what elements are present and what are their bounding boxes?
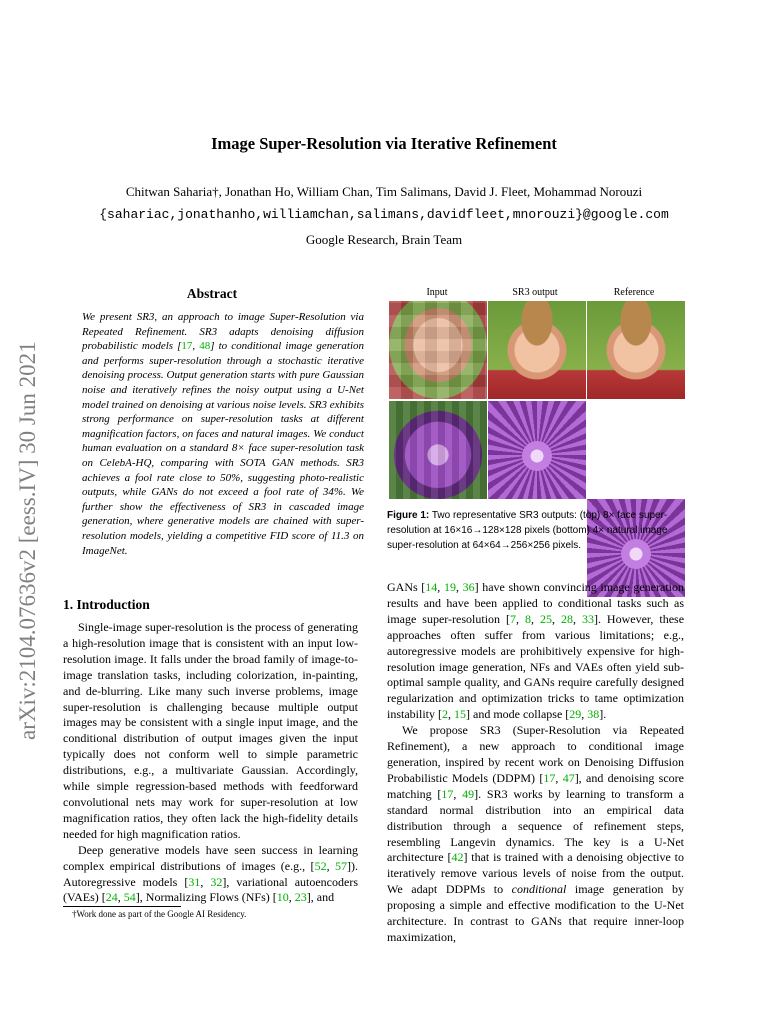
arxiv-identifier: arXiv:2104.07636v2 [eess.IV] 30 Jun 2021 — [15, 341, 40, 740]
figure-column-label-output: SR3 output — [512, 287, 558, 298]
citation-link[interactable]: 14 — [425, 580, 438, 594]
citation-link[interactable]: 17 — [543, 770, 556, 785]
citation-link[interactable]: 7 — [510, 611, 517, 626]
flower-input-image — [389, 401, 487, 499]
flower-output-image — [488, 401, 586, 499]
author-list: Chitwan Saharia†, Jonathan Ho, William Chan, Tim Salimans, David J. Fleet, Mohammad Norouzi — [125, 184, 643, 199]
right-paragraph-2: We propose SR3 (Super-Resolution via Repeated Refinement), a new approach to conditional image generation, inspired by recent work on Denoising Diffusion Probabilistic Models (DDPM) [17, 47], and denoising score matching [17, 49]. SR3 works by learning to transform a standard normal distribution into an empirical data distribution through a sequence of refinement steps, resembling Langevin dynamics. The key is a U-Net architecture [42] that is trained with a denoising objective to iteratively remove various levels of noise from the output. We adapt DDPMs to conditional image generation by proposing a simple and effective modification to the U-Net architecture. In contrast to GANs that require inner-loop maximization, — [387, 723, 685, 944]
section-heading-introduction: 1. Introduction — [63, 597, 150, 612]
face-output-image — [488, 301, 586, 399]
citation-link[interactable]: 28 — [560, 611, 573, 626]
citation-link[interactable]: 25 — [539, 611, 552, 626]
citation-link[interactable]: 24 — [105, 890, 118, 905]
citation-link[interactable]: 17 — [441, 786, 454, 801]
figure-column-label-input: Input — [426, 287, 448, 298]
citation-link[interactable]: 42 — [451, 850, 464, 865]
citation-link[interactable]: 10 — [276, 890, 289, 905]
emphasis: conditional — [511, 882, 567, 897]
citation-link[interactable]: 48 — [199, 340, 211, 353]
citation-link[interactable]: 17 — [181, 340, 193, 353]
citation-link[interactable]: 32 — [210, 874, 223, 889]
intro-paragraph-2: Deep generative models have seen success in learning complex empirical distributions of images (e.g., [52, 57]). Autoregressive models [31, 32], variational autoencoders (VAEs) [24, 54], Normalizing Flows (NFs) [10, 23], and — [63, 842, 358, 905]
citation-link[interactable]: 2 — [442, 707, 448, 722]
citation-link[interactable]: 15 — [454, 707, 466, 722]
face-reference-image — [587, 301, 685, 399]
intro-paragraph-1: Single-image super-resolution is the process of generating a high-resolution image that is consistent with an input low-resolution image. It falls under the broad family of image-to-image translation tasks, including colorization, in-painting, and de-blurring. Like many such inverse problems, image super-resolution is challenging because multiple output images may be consistent with a single input image, and the conditional distribution of output images given the input typically does not conform well to simple parametric distributions, e.g., a multivariate Gaussian. Accordingly, while simple regression-based methods with feedforward convolutional nets may work for super-resolution at low magnification ratios, they often lack the high-fidelity details needed for high magnification ratios. — [63, 620, 358, 841]
right-paragraph-1: GANs [14, 19, 36] have shown convincing image generation results and have been applied to conditional tasks such as image super-resolution [7, 8, 25, 28, 33]. However, these approaches often suffer from various limitations; e.g., autoregressive models are prohibitively expensive for high-resolution image generation, NFs and VAEs often yield sub-optimal sample quality, and GANs require carefully designed regularization and optimization tricks to tame optimization instability [2, 15] and mode collapse [29, 38]. — [387, 580, 685, 722]
citation-link[interactable]: 19 — [443, 580, 456, 594]
paper-title: Image Super-Resolution via Iterative Refinement — [211, 134, 557, 153]
citation-link[interactable]: 31 — [188, 874, 201, 889]
citation-link[interactable]: 38 — [587, 707, 600, 722]
abstract-heading: Abstract — [186, 286, 238, 301]
citation-link[interactable]: 54 — [123, 890, 136, 905]
citation-link[interactable]: 52 — [314, 858, 327, 873]
footnote-divider — [63, 906, 181, 907]
abstract-body: We present SR3, an approach to image Super-Resolution via Repeated Refinement. SR3 adapts denoising diffusion probabilistic models [17, 48] to conditional image generation and performs super-resolution through a stochastic iterative denoising process. Output generation starts with pure Gaussian noise and iteratively refines the noisy output using a U-Net model trained on denoising at various noise levels. SR3 exhibits strong performance on super-resolution tasks at different magnification factors, on faces and natural images. We conduct human evaluation on a standard 8× face super-resolution task on CelebA-HQ, comparing with SOTA GAN methods. SR3 achieves a fool rate close to 50%, suggesting photo-realistic outputs, while GANs do not exceed a fool rate of 34%. We further show the effectiveness of SR3 in cascaded image generation, where generative models are chained with super-resolution models, yielding a competitive FID score of 11.3 on ImageNet. — [82, 311, 365, 557]
right-column-body — [387, 580, 684, 946]
citation-link[interactable]: 47 — [562, 770, 575, 785]
figure-column-label-reference: Reference — [613, 287, 655, 298]
citation-link[interactable]: 8 — [525, 611, 531, 626]
author-emails: {sahariac,jonathanho,williamchan,salimans,davidfleet,mnorouzi}@google.com — [99, 207, 669, 222]
affiliation: Google Research, Brain Team — [305, 232, 463, 247]
citation-link[interactable]: 33 — [581, 611, 594, 626]
footnote: †Work done as part of the Google AI Residency. — [72, 909, 247, 919]
citation-link[interactable]: 49 — [462, 786, 475, 801]
face-input-image — [389, 301, 487, 399]
citation-link[interactable]: 23 — [294, 890, 307, 905]
left-column-body — [63, 620, 358, 906]
citation-link[interactable]: 36 — [462, 580, 475, 594]
figure-caption: Figure 1: Two representative SR3 outputs: (top) 8× face super-resolution at 16×16→128×128 pixels (bottom) 4× natural image super-resolution at 64×64→256×256 pixels. — [387, 510, 668, 551]
citation-link[interactable]: 57 — [335, 858, 347, 873]
citation-link[interactable]: 29 — [569, 707, 582, 722]
